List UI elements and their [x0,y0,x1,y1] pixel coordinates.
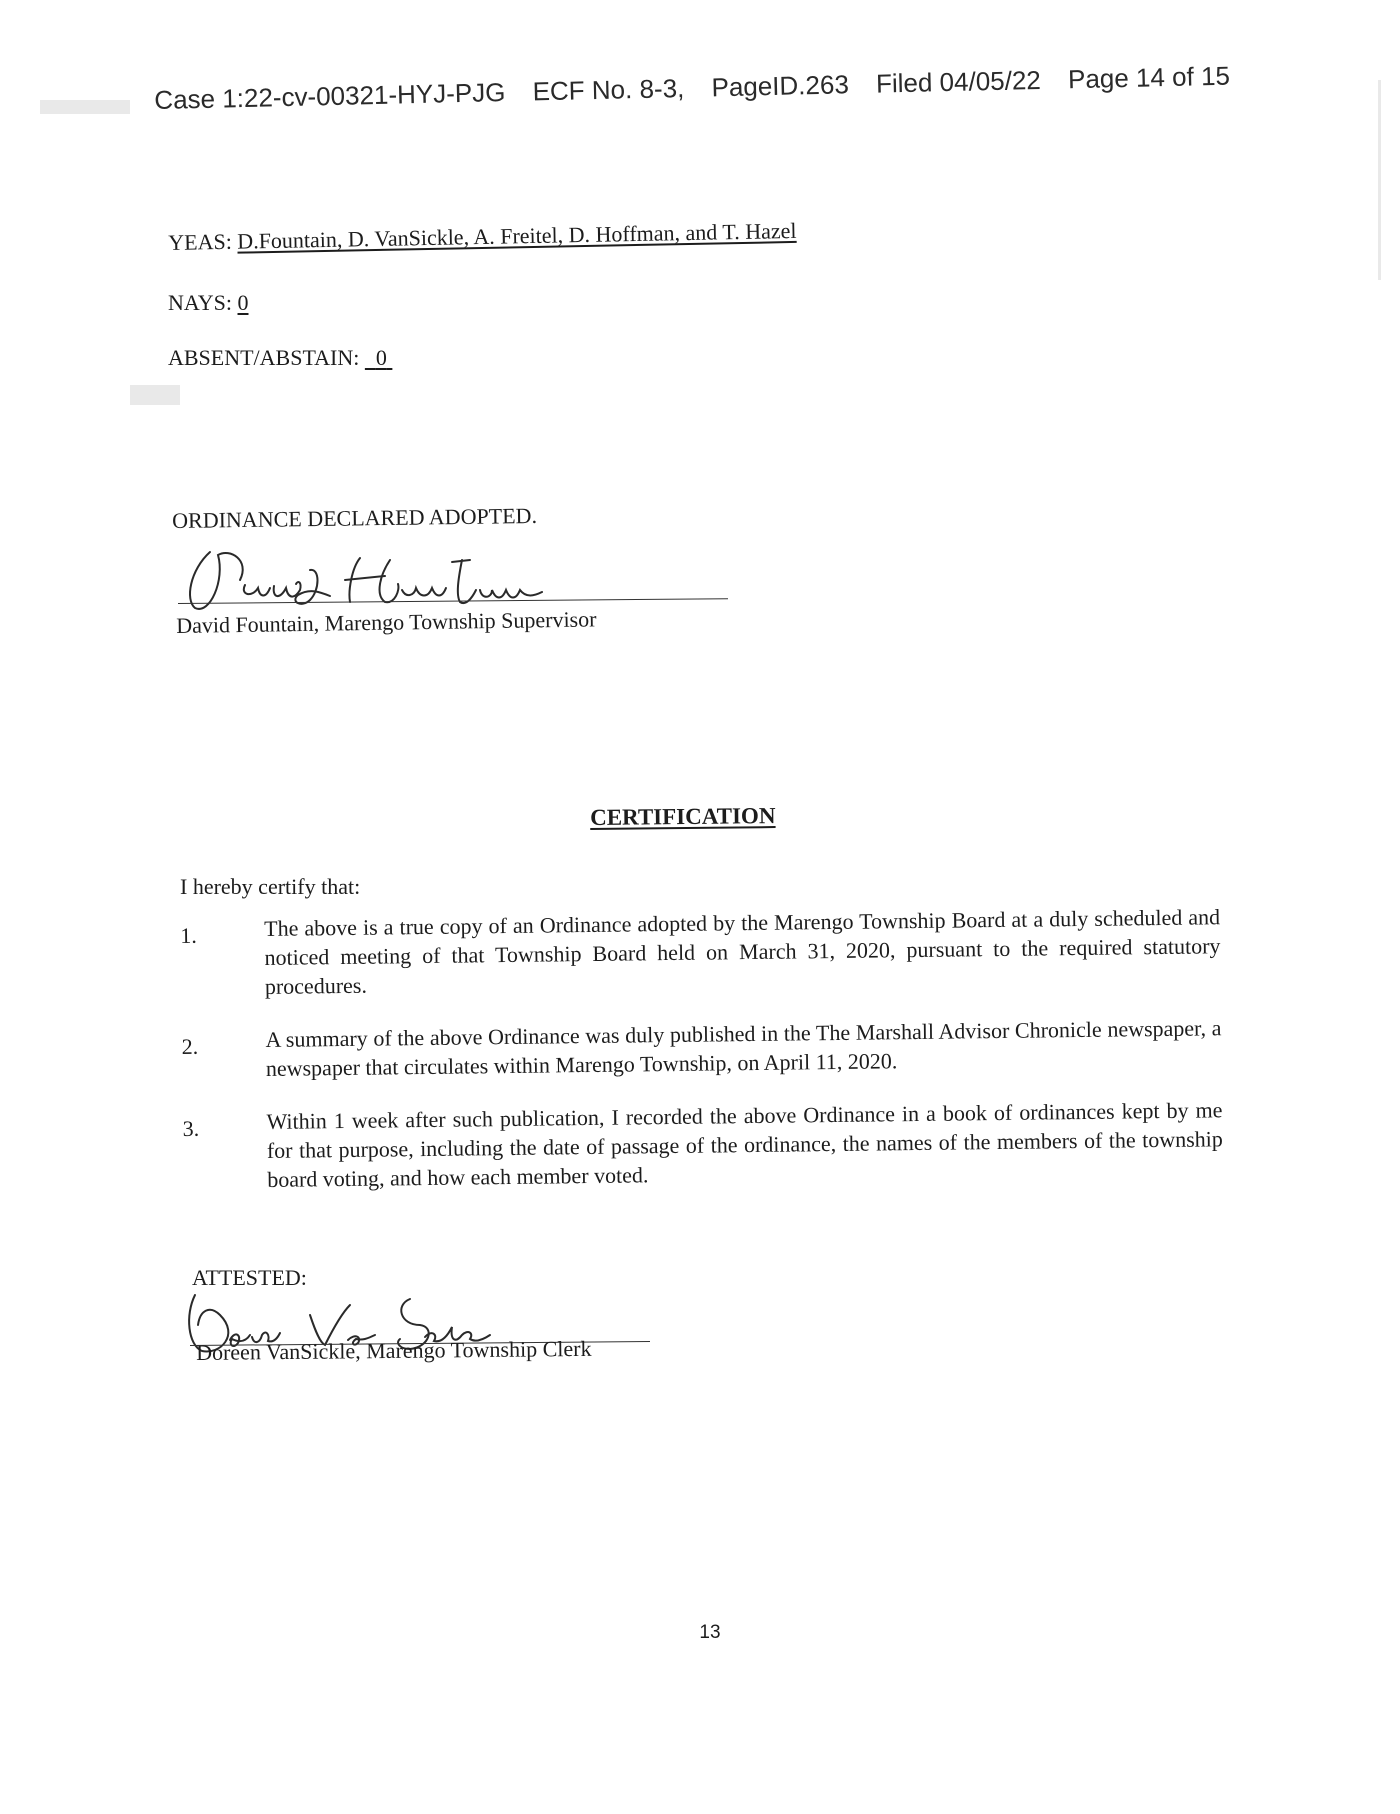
yeas-label: YEAS: [168,228,233,255]
scan-artifact [40,100,130,114]
absent-value: 0 [375,345,387,370]
certification-item [180,902,1221,1002]
item-text: A summary of the above Ordinance was duly published in the The Marshall Advisor Chronicle newspaper, a newspaper that circulates within Marengo Township, on April 11, 2020. [265,1015,1222,1081]
nays-label: NAYS: [168,290,232,315]
case-number: Case 1:22-cv-00321-HYJ-PJG [154,77,506,115]
page-number: 13 [699,1622,721,1643]
item-number: 1. [180,922,197,948]
certification-intro: I hereby certify that: [180,874,361,899]
adoption-declaration: ORDINANCE DECLARED ADOPTED. [172,502,538,533]
item-text: Within 1 week after such publication, I recorded the above Ordinance in a book of ordinances kept by me for that purpose, including the date of passage of the ordinance, the names of the members of the township board voting, and how each member voted. [266,1097,1223,1192]
scan-artifact [130,385,180,405]
page-of-total: Page 14 of 15 [1067,60,1231,95]
yeas-value: D.Fountain, D. VanSickle, A. Freitel, D. Hoffman, and T. Hazel [237,217,797,254]
case-header [154,60,1231,116]
absent-line [168,345,392,371]
yeas-line [168,218,797,256]
nays-value: 0 [237,290,249,315]
ecf-number: ECF No. 8-3, [532,72,685,107]
certification-title: CERTIFICATION [590,803,776,830]
attested-label: ATTESTED: [192,1265,307,1290]
page-id: PageID.263 [711,69,850,103]
item-text: The above is a true copy of an Ordinance adopted by the Marengo Township Board at a duly scheduled and noticed meeting of that Township Board held on March 31, 2020, pursuant to the required statutory procedures. [264,904,1221,999]
certification-item [182,1095,1223,1195]
scan-artifact [1378,80,1381,280]
clerk-name: Doreen VanSickle, Marengo Township Clerk [196,1335,592,1365]
absent-label: ABSENT/ABSTAIN: [168,345,360,370]
item-number: 2. [181,1033,199,1059]
certification-item [181,1013,1222,1084]
supervisor-name: David Fountain, Marengo Township Supervisor [176,606,597,638]
certification-list [180,902,1224,1219]
filed-date: Filed 04/05/22 [875,64,1042,99]
item-number: 3. [182,1115,200,1141]
nays-line [168,290,249,316]
